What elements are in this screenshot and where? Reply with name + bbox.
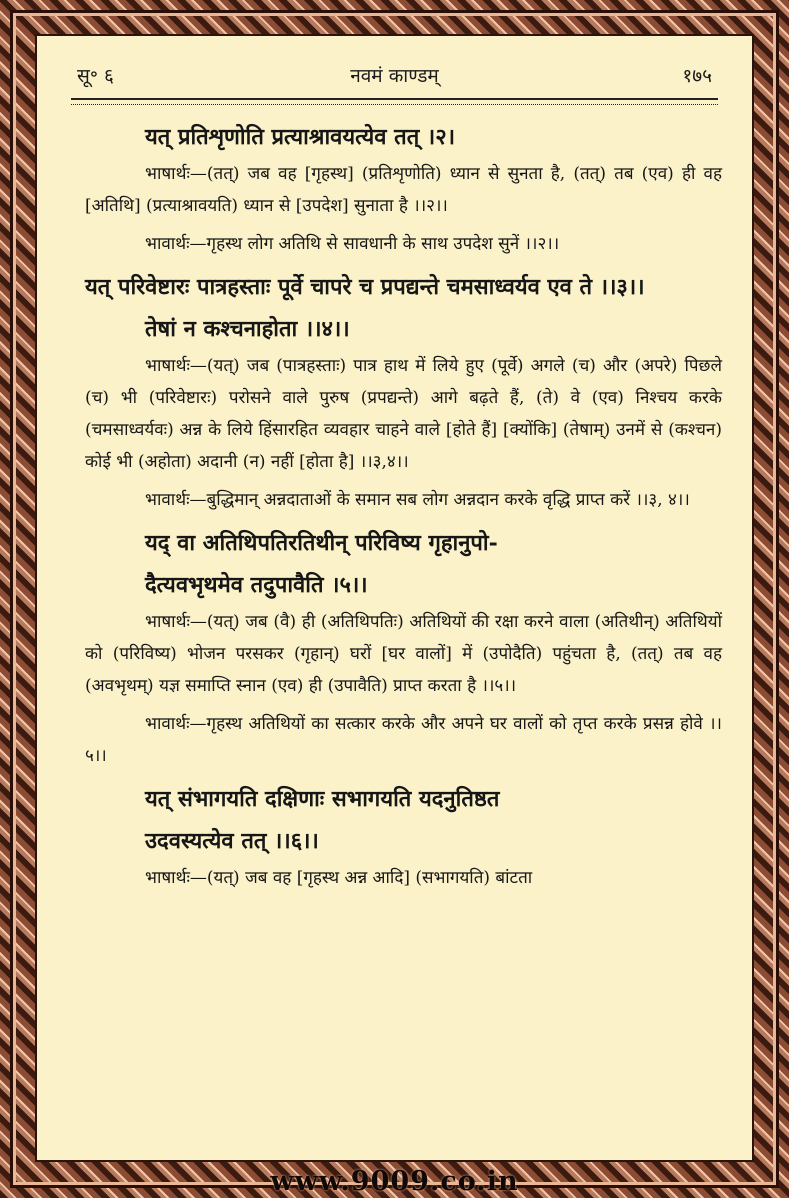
bhavarth-2: भावार्थः—गृहस्थ लोग अतिथि से सावधानी के साथ उपदेश सुनें ।।२।। bbox=[145, 234, 560, 254]
bhasharth-5: भाषार्थः—(यत्) जब (वै) ही (अतिथिपतिः) अतिथियों की रक्षा करने वाला (अतिथीन्) अतिथियों को (परिविष्य) भोजन परसकर (गृहान्) घरों [घर वालों] में (उपोदैति) पहुंचता है, (तत्) तब वह (अवभृथम्) यज्ञ समाप्ति स्नान (एव) ही (उपावैति) प्राप्त करता है ।।५।। bbox=[85, 612, 722, 696]
bhasharth-2: भाषार्थः—(तत्) जब वह [गृहस्थ] (प्रतिशृणोति) ध्यान से सुनता है, (तत्) तब (एव) ही वह [अतिथि] (प्रत्याश्रावयति) ध्यान से [उपदेश] सुनाता है ।।२।। bbox=[85, 164, 722, 216]
site-url-footer: www.9009.co.in bbox=[270, 1166, 519, 1197]
mantra-6-line1: यत् संभागयति दक्षिणाः सभागयति यदनुतिष्ठत bbox=[145, 786, 500, 812]
bhasharth-3-4: भाषार्थः—(यत्) जब (पात्रहस्ताः) पात्र हाथ में लिये हुए (पूर्वे) अगले (च) और (अपरे) पिछले (च) भी (परिवेष्टारः) परोसने वाले पुरुष (प्रपद्यन्ते) आगे बढ़ते हैं, (ते) वे (एव) निश्चय करके (चमसाध्वर्यवः) अन्न के लिये हिंसारहित व्यवहार चाहने वाले [होते हैं] [क्योंकि] (तेषाम्) उनमें से (कश्चन) कोई भी (अहोता) अदानी (न) नहीं [होता है] ।।३,४।। bbox=[85, 356, 722, 472]
sukta-number: सू॰ ६ bbox=[77, 65, 114, 87]
mantra-4: तेषां न कश्चनाहोता ।।४।। bbox=[145, 316, 350, 342]
bhasharth-6: भाषार्थः—(यत्) जब वह [गृहस्थ अन्न आदि] (सभागयति) बांटता bbox=[145, 868, 533, 888]
header-rule bbox=[71, 98, 718, 105]
page-header bbox=[77, 62, 712, 90]
bhavarth-3-4: भावार्थः—बुद्धिमान् अन्नदाताओं के समान सब लोग अन्नदान करके वृद्धि प्राप्त करें ।।३, ४।। bbox=[145, 490, 690, 510]
mantra-3: यत् परिवेष्टारः पात्रहस्ताः पूर्वे चापरे च प्रपद्यन्ते चमसाध्वर्यव एव ते ।।३।। bbox=[85, 274, 645, 300]
bhavarth-5: भावार्थः—गृहस्थ अतिथियों का सत्कार करके और अपने घर वालों को तृप्त करके प्रसन्न होवे ।।५।। bbox=[85, 714, 722, 766]
mantra-5-line1: यद् वा अतिथिपतिरतिथीन् परिविष्य गृहानुपो- bbox=[145, 530, 498, 556]
mantra-2: यत् प्रतिशृणोति प्रत्याश्रावयत्येव तत् ।२। bbox=[145, 124, 456, 150]
page-content bbox=[85, 116, 722, 894]
book-page bbox=[35, 34, 754, 1162]
page-number: १७५ bbox=[682, 65, 712, 87]
kanda-title: नवमं काण्डम् bbox=[350, 65, 439, 87]
mantra-5-line2: दैत्यवभृथमेव तदुपावैति ।५।। bbox=[145, 572, 368, 598]
mantra-6-line2: उदवस्यत्येव तत् ।।६।। bbox=[145, 828, 319, 854]
